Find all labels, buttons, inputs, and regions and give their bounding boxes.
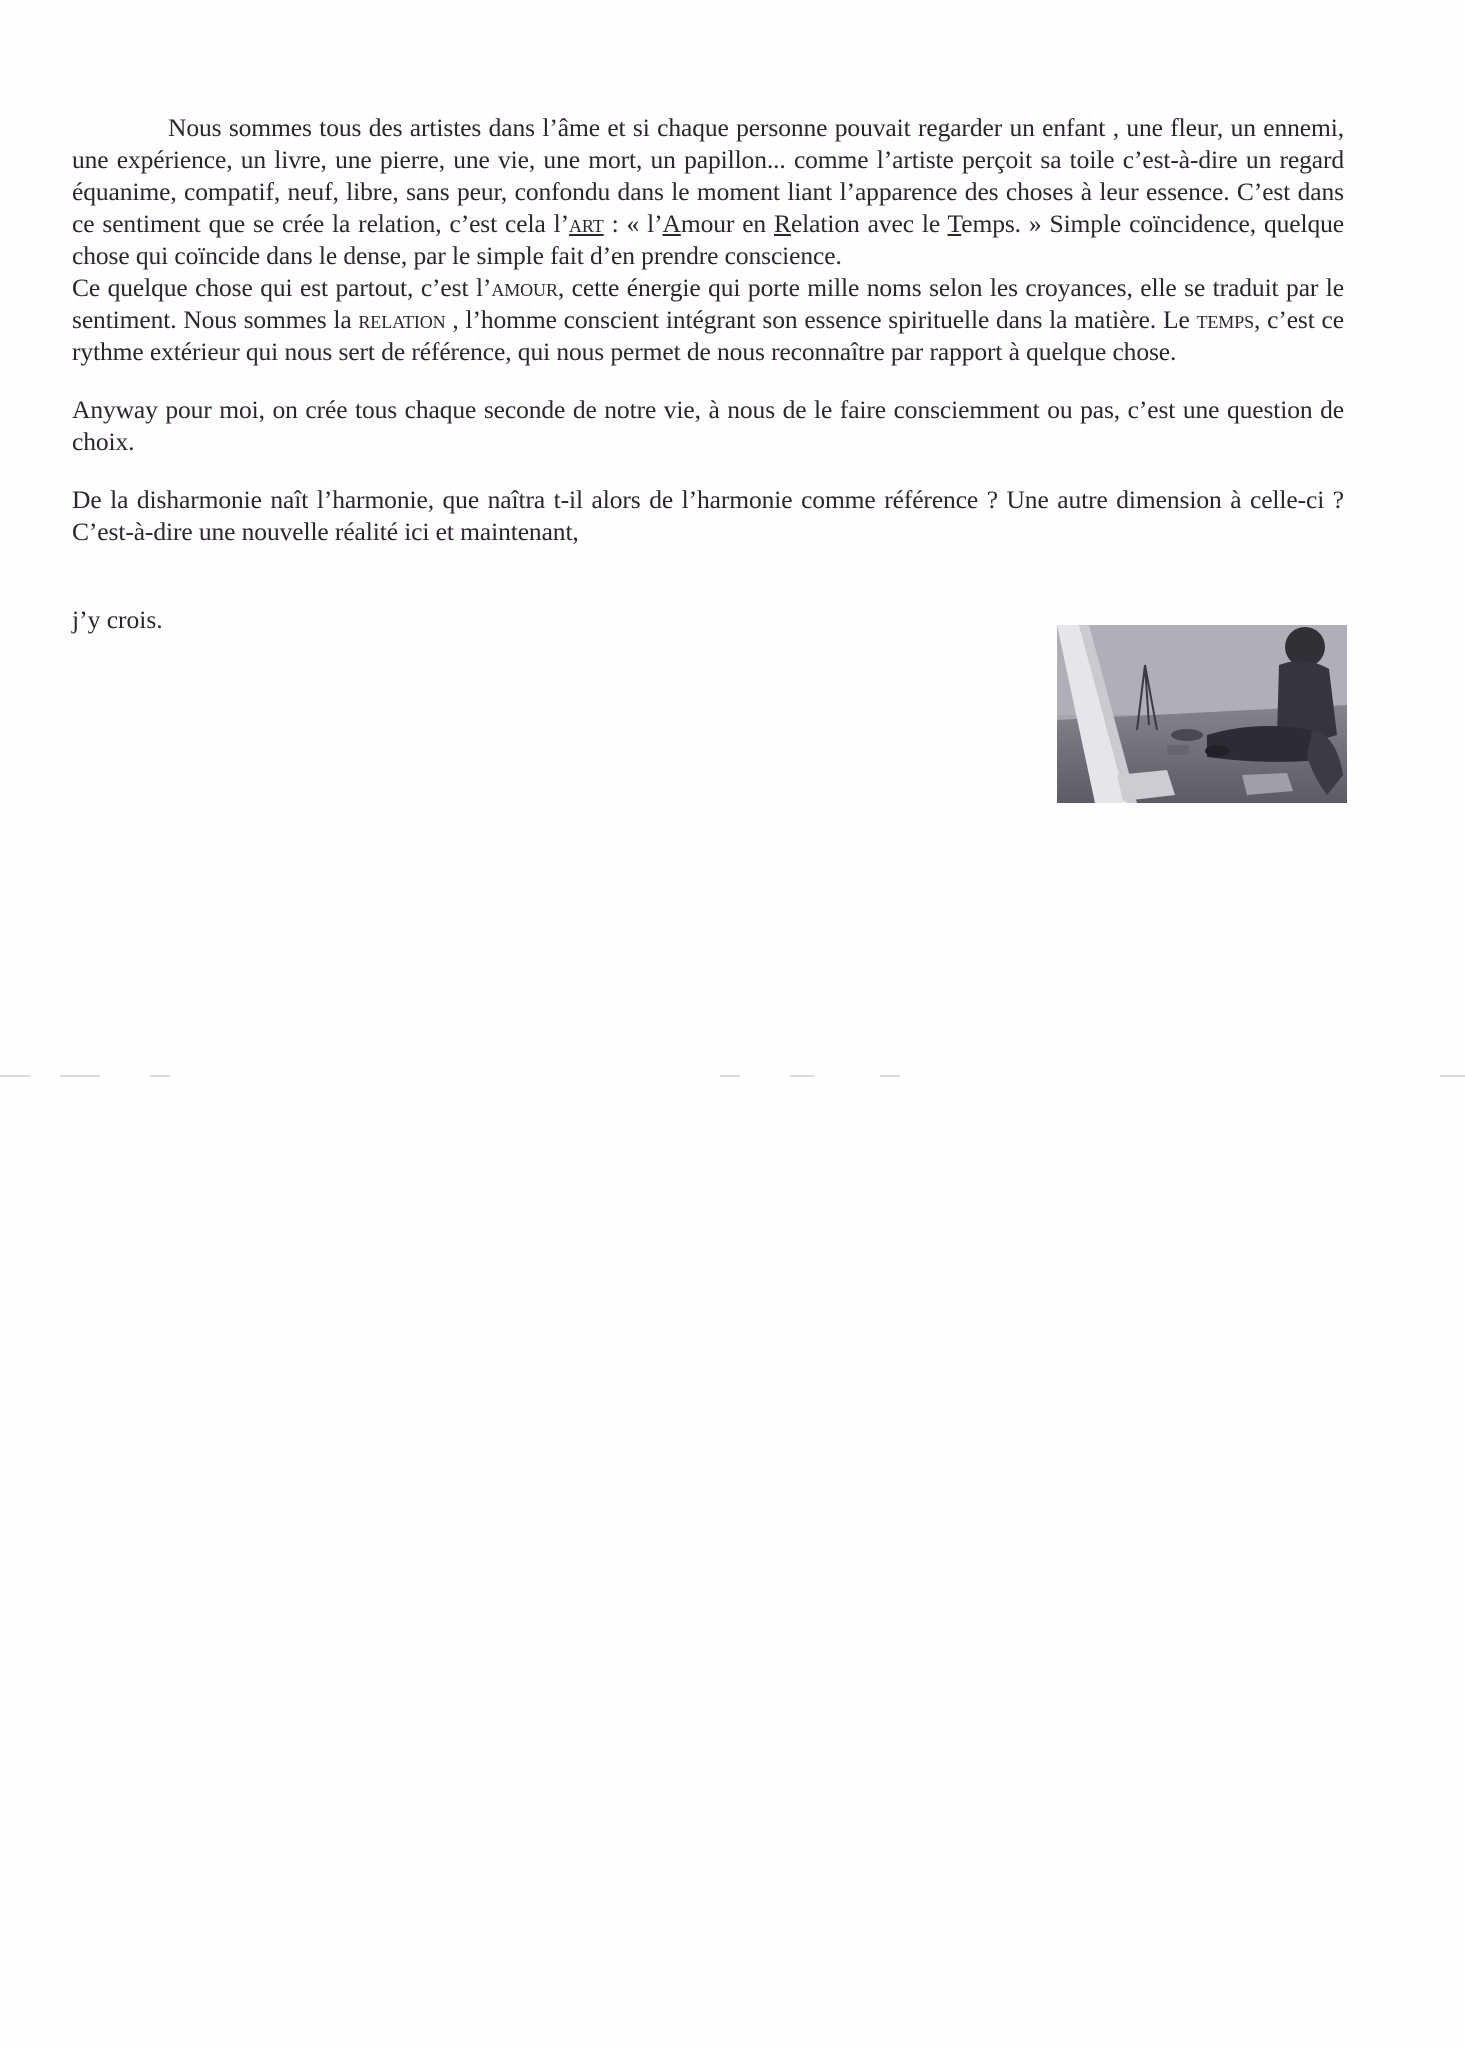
- acronym-letter-a: A: [662, 209, 681, 238]
- paragraph-3: Anyway pour moi, on crée tous chaque seconde de notre vie, à nous de le faire consciemment ou pas, c’est une question de choix.: [72, 395, 1344, 456]
- scan-artifact-line: [720, 1075, 740, 1077]
- scan-artifact-line: [1440, 1075, 1465, 1077]
- relation-word: relation: [358, 305, 446, 334]
- paragraph-1: Nous sommes tous des artistes dans l’âme et si chaque personne pouvait regarder un enfant , une fleur, un ennemi, une expérience, un livre, une pierre, une vie, une mort, un papillon... comme l’artiste perçoit sa toile c’est-à-dire un regard équanime, compatif, neuf, libre, sans peur, confondu dans le moment liant l’apparence des choses à leur essence. C’est dans ce sentiment que se crée la relation, c’est cela l’art : « l’Amour en Relation avec le Temps. » Simple coïncidence, quelque chose qui coïncide dans le dense, par le simple fait d’en prendre conscience.: [72, 113, 1344, 270]
- scan-artifact-line: [150, 1075, 170, 1077]
- temps-word: temps,: [1196, 305, 1261, 334]
- scan-artifact-line: [880, 1075, 900, 1077]
- photo-image: [1057, 625, 1347, 803]
- body-text: [72, 112, 1344, 548]
- photo-person-sitting-on-floor: [1057, 625, 1347, 803]
- paragraph-2: Ce quelque chose qui est partout, c’est l’amour, cette énergie qui porte mille noms selon les croyances, elle se traduit par le sentiment. Nous sommes la relation , l’homme conscient intégrant son essence spirituelle dans la matière. Le temps, c’est ce rythme extérieur qui nous sert de référence, qui nous permet de nous reconnaître par rapport à quelque chose.: [72, 273, 1345, 366]
- acronym-letter-t: T: [947, 209, 962, 238]
- closing-line: j’y crois.: [72, 605, 163, 634]
- paragraph-4: De la disharmonie naît l’harmonie, que naîtra t-il alors de l’harmonie comme référence ? Une autre dimension à celle-ci ? C’est-à-dire une nouvelle réalité ici et maintenant,: [72, 485, 1344, 546]
- amour-word: amour,: [491, 273, 565, 302]
- art-word: art: [569, 209, 604, 238]
- scan-artifact-line: [790, 1075, 814, 1077]
- scan-artifact-line: [0, 1075, 30, 1077]
- scan-artifact-line: [60, 1075, 100, 1077]
- acronym-letter-r: R: [774, 209, 791, 238]
